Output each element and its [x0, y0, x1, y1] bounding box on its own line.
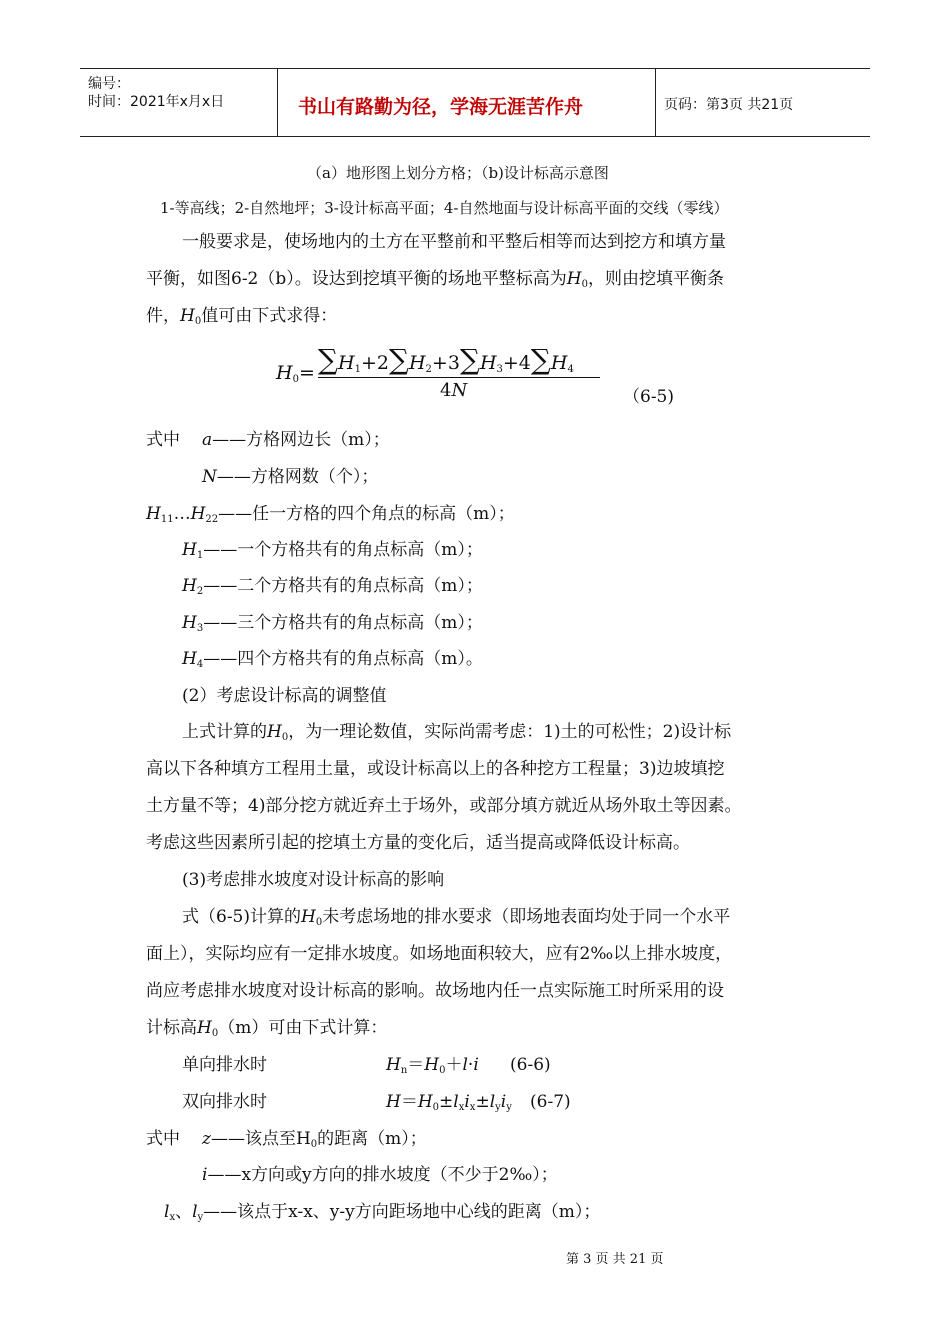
formula-lhs: $H_0=$	[276, 362, 315, 385]
section2-line2: 高以下各种填方工程用土量，或设计标高以上的各种挖方工程量；3)边坡填挖	[146, 759, 725, 779]
figure-caption: （a）地形图上划分方格；（b)设计标高示意图	[307, 164, 609, 182]
section2-line4: 考虑这些因素所引起的挖填土方量的变化后，适当提高或降低设计标高。	[146, 833, 690, 853]
header-date-label: 时间：2021年x月x日	[88, 94, 225, 110]
header-bottom-border	[80, 136, 870, 137]
def-h4: $H_4——$四个方格共有的角点标高（m）。	[182, 649, 483, 670]
eq-double-number: (6-7)	[530, 1092, 571, 1112]
footer-page-number: 第 3 页 共 21 页	[566, 1252, 664, 1267]
def-h11-h22: $H_{11}\dots H_{22}——$任一方格的四个角点的标高（m）；	[146, 504, 515, 525]
header-motto: 书山有路勤为径，学海无涯苦作舟	[298, 96, 584, 118]
eq-single-number: (6-6)	[510, 1055, 551, 1075]
eq-single-label: 单向排水时	[182, 1055, 267, 1075]
section3-title: (3)考虑排水坡度对设计标高的影响	[182, 870, 445, 890]
para1-line2: 平衡，如图6-2（b）。设达到挖填平衡的场地平整标高为$H_0$，则由挖填平衡条	[146, 269, 724, 290]
def-z: 式中 z——该点至$H_0$的距离（m）；	[146, 1129, 427, 1150]
def-n: N——方格网数（个）；	[202, 467, 379, 487]
header-number-label: 编号：	[88, 76, 130, 92]
formula-numerator: $\sum H_1+2\sum H_2+3\sum H_3+4\sum H_4$	[318, 343, 574, 376]
section2-title: (2）考虑设计标高的调整值	[182, 686, 387, 706]
def-lx-ly: $l_x$、$l_y——$该点于x-x、y-y方向距场地中心线的距离（m）；	[164, 1202, 601, 1223]
formula-denominator: 4N	[440, 380, 468, 401]
def-i: i——x方向或y方向的排水坡度（不少于2‰）；	[202, 1165, 558, 1185]
def-a: 式中 a——方格网边长（m）；	[146, 430, 390, 450]
section2-line1: 上式计算的$H_0$，为一理论数值，实际尚需考虑：1)土的可松性；2)设计标	[182, 722, 732, 743]
section3-line3: 尚应考虑排水坡度对设计标高的影响。故场地内任一点实际施工时所采用的设	[146, 981, 724, 1001]
formula-number: （6-5)	[623, 387, 675, 407]
def-h1: $H_1——$一个方格共有的角点标高（m）；	[182, 540, 483, 561]
header-page-info: 页码：第3页 共21页	[664, 97, 794, 113]
eq-single: $H_n=H_0+l\cdot i$	[386, 1055, 479, 1076]
section2-line3: 土方量不等；4)部分挖方就近弃土于场外，或部分填方就近从场外取土等因素。	[146, 796, 742, 816]
section3-line4: 计标高$H_0(m)$可由下式计算：	[146, 1018, 388, 1039]
header-divider-right	[655, 68, 656, 136]
def-h3: $H_3——$三个方格共有的角点标高（m）；	[182, 613, 483, 634]
section3-line2: 面上），实际均应有一定排水坡度。如场地面积较大，应有2‰以上排水坡度，	[146, 944, 733, 964]
def-h2: $H_2——$二个方格共有的角点标高（m）；	[182, 576, 483, 597]
eq-double: $H=H_0\pm l_xi_x\pm l_yi_y$	[386, 1092, 512, 1113]
formula-fraction-bar	[318, 377, 600, 378]
header-divider-left	[277, 68, 278, 136]
para1-line3: 件，$H_0$值可由下式求得：	[146, 306, 338, 327]
legend-caption: 1-等高线；2-自然地坪；3-设计标高平面；4-自然地面与设计标高平面的交线（零线）	[160, 199, 729, 217]
para1-line1: 一般要求是，使场地内的土方在平整前和平整后相等而达到挖方和填方量	[182, 232, 726, 252]
eq-double-label: 双向排水时	[182, 1092, 267, 1112]
header-top-border	[80, 68, 870, 69]
section3-line1: 式（6-5)计算的$H_0$未考虑场地的排水要求（即场地表面均处于同一个水平	[182, 907, 731, 928]
